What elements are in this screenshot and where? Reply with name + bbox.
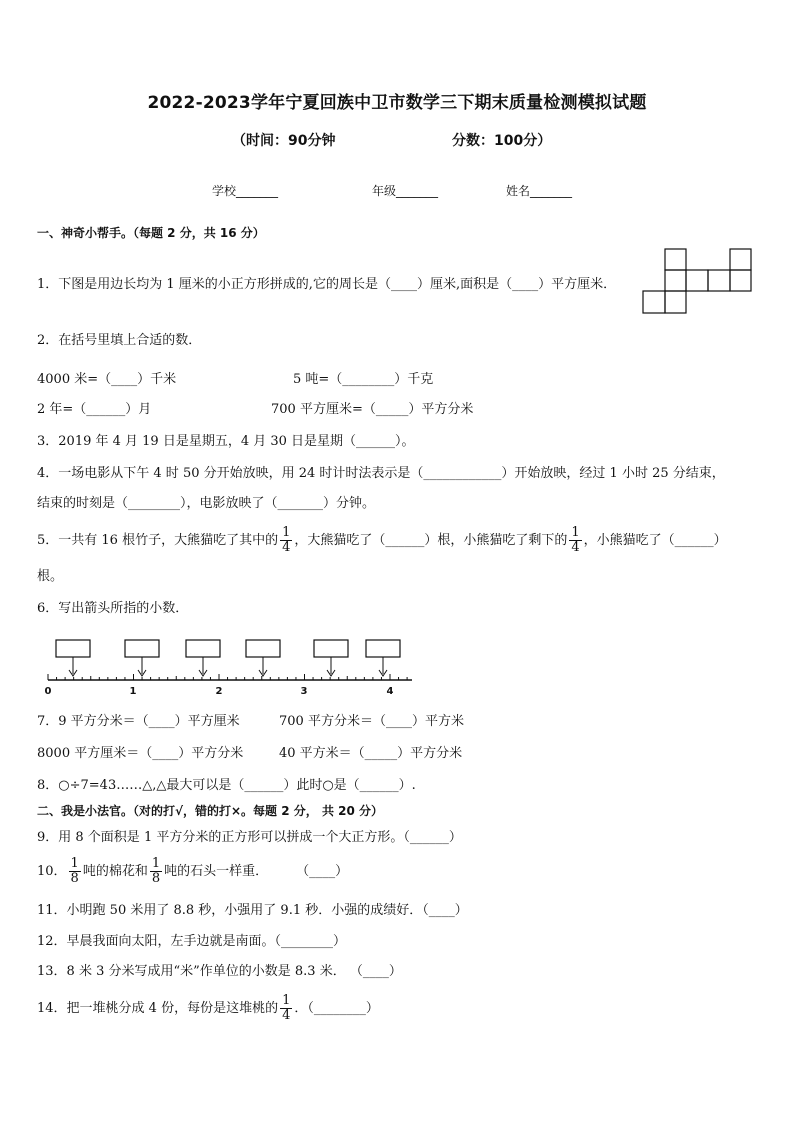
- square-figure: [642, 248, 754, 316]
- question-7c: 8000 平方厘米＝（____）平方分米: [37, 746, 244, 761]
- answer-box[interactable]: [366, 640, 400, 676]
- question-10-part-b: 吨的棉花和: [82, 864, 148, 879]
- question-2c: 2 年=（______）月: [37, 402, 152, 417]
- question-10-part-c: 吨的石头一样重．: [164, 864, 269, 879]
- question-7b: 700 平方分米＝（____）平方米: [279, 714, 464, 729]
- question-5-line2: 根。: [37, 569, 64, 584]
- question-2b: 5 吨=（________）千克: [293, 372, 434, 387]
- question-5: [37, 524, 727, 558]
- fraction-one-eighth: [69, 857, 81, 886]
- tick-label-1: 1: [129, 686, 137, 697]
- question-9: 9．用 8 个面积是 1 平方分米的正方形可以拼成一个大正方形。（______）: [37, 830, 462, 845]
- fraction-numerator: 1: [571, 525, 580, 540]
- question-4-line2: 结束的时刻是（________），电影放映了（_______）分钟。: [37, 496, 376, 511]
- answer-box[interactable]: [314, 640, 348, 676]
- question-13: 13．8 米 3 分米写成用“米”作单位的小数是 8.3 米． （____）: [37, 964, 402, 979]
- fraction-numerator: 1: [282, 993, 291, 1008]
- tick-label-4: 4: [386, 686, 394, 697]
- question-12: 12．早晨我面向太阳，左手边就是南面。（________）: [37, 934, 347, 949]
- fraction-denominator: 8: [151, 871, 161, 886]
- answer-box[interactable]: [246, 640, 280, 676]
- page-title: 2022-2023学年宁夏回族中卫市数学三下期末质量检测模拟试题: [147, 93, 647, 113]
- grade-field[interactable]: 年级_______: [372, 184, 439, 198]
- fraction-one-quarter: [280, 994, 292, 1023]
- question-2: 2．在括号里填上合适的数．: [37, 333, 202, 348]
- answer-box[interactable]: [125, 640, 159, 676]
- question-10-number: 10．: [37, 864, 67, 879]
- question-5-part-c: ，小熊猫吃了（______）: [583, 533, 727, 548]
- fraction-numerator: 1: [70, 856, 79, 871]
- fraction-numerator: 1: [151, 856, 161, 871]
- question-7a: 7．9 平方分米＝（____）平方厘米: [37, 714, 240, 729]
- question-11: 11．小明跑 50 米用了 8.8 秒，小强用了 9.1 秒．小强的成绩好．（____）: [37, 903, 468, 918]
- name-field[interactable]: 姓名_______: [506, 184, 573, 198]
- answer-box[interactable]: [56, 640, 90, 676]
- question-7d: 40 平方米＝（_____）平方分米: [279, 746, 463, 761]
- fraction-one-eighth: [150, 857, 162, 886]
- answer-box[interactable]: [186, 640, 220, 676]
- section1-heading: 一、神奇小帮手。（每题 2 分，共 16 分）: [37, 226, 265, 240]
- question-1: 1．下图是用边长均为 1 厘米的小正方形拼成的,它的周长是（____）厘米,面积是（____）平方厘米．: [37, 277, 617, 292]
- fraction-denominator: 8: [70, 871, 79, 886]
- question-3: 3．2019 年 4 月 19 日是星期五，4 月 30 日是星期（______）。: [37, 434, 415, 449]
- question-10: [37, 855, 348, 889]
- question-4-line1: 4．一场电影从下午 4 时 50 分开始放映，用 24 时计时法表示是（____________）开始放映，经过 1 小时 25 分结束，: [37, 466, 725, 481]
- question-14: [37, 992, 379, 1026]
- fraction-denominator: 4: [282, 540, 291, 555]
- question-10-answer[interactable]: （____）: [296, 864, 349, 879]
- question-14-part-b: ．（________）: [294, 1001, 379, 1016]
- question-8: 8．○÷7=43……△,△最大可以是（______）此时○是（______）.: [37, 778, 416, 793]
- time-label: （时间：90分钟: [232, 133, 336, 149]
- question-5-part-a: 5．一共有 16 根竹子，大熊猫吃了其中的: [37, 533, 279, 548]
- score-label: 分数：100分）: [452, 133, 552, 149]
- tick-label-0: 0: [44, 686, 52, 697]
- fraction-numerator: 1: [282, 525, 291, 540]
- question-14-part-a: 14．把一堆桃分成 4 份，每份是这堆桃的: [37, 1001, 279, 1016]
- question-2d: 700 平方厘米=（_____）平方分米: [271, 402, 474, 417]
- tick-label-3: 3: [300, 686, 308, 697]
- question-2a: 4000 米=（____）千米: [37, 372, 177, 387]
- fraction-one-quarter: [569, 526, 581, 555]
- school-field[interactable]: 学校_______: [212, 184, 279, 198]
- fraction-one-quarter: [280, 526, 292, 555]
- number-line: [36, 636, 420, 698]
- question-5-part-b: ，大熊猫吃了（______）根，小熊猫吃了剩下的: [294, 533, 568, 548]
- fraction-denominator: 4: [571, 540, 580, 555]
- fraction-denominator: 4: [282, 1008, 291, 1023]
- question-6: 6．写出箭头所指的小数．: [37, 601, 189, 616]
- section2-heading: 二、我是小法官。（对的打√，错的打×。每题 2 分， 共 20 分）: [37, 804, 383, 818]
- tick-label-2: 2: [215, 686, 223, 697]
